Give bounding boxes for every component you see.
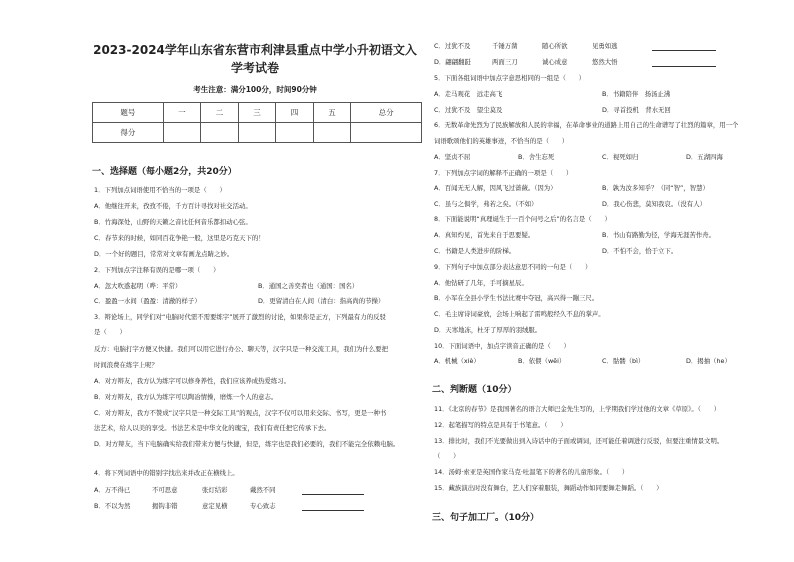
option-b[interactable]: B．舍生忘死 [518, 153, 555, 161]
judge-item[interactable]: （ ） [434, 452, 460, 460]
option-a[interactable]: A．走马观花 远走高飞 [434, 90, 503, 98]
option-c-word: 千锤万凿 [492, 42, 518, 50]
option-c[interactable]: C．过犹不及 望尘莫及 [434, 106, 503, 114]
exam-notice: 考生注意：满分100分，时间90分钟 [193, 85, 317, 94]
answer-blank[interactable] [302, 488, 364, 495]
option-b-word: 专心致志 [250, 502, 276, 510]
option-b[interactable]: B．书山有路勤为径，学海无涯苦作舟。 [602, 231, 716, 239]
score-cell: 总分 [351, 103, 422, 123]
option-a[interactable]: A．百闻无无人解，因风飞过蔷薇。（因为） [434, 184, 557, 192]
option-d[interactable]: D．更留清白在人间（清白：指高尚的节操） [258, 297, 385, 305]
option-b[interactable]: B．通国之善奕者也（通国：国名） [258, 282, 359, 290]
option-c[interactable]: C．对方辩友，我方不赞成“汉字只是一种交际工具”的观点，汉字不仅可以用来交际、书写，更是一种书 [94, 409, 387, 417]
question-line: 3．辩论场上，同学们对“电脑时代需不需要练字”展开了激烈的讨论，如果你是正方，下列最有力的反驳 [94, 313, 386, 321]
score-cell: 五 [313, 103, 351, 123]
question-line: 7．下列加点字词的解释不正确的一项是（ ） [434, 169, 573, 177]
option-d[interactable]: D．我心伤悲，莫知我哀。（没有人） [602, 200, 706, 208]
question-line: 5．下面各组词语中加点字意思相同的一组是（ ） [434, 74, 586, 82]
option-c[interactable]: C．毛主席诗词豪放，会场上响起了雷鸣般经久不息的掌声。 [434, 310, 605, 318]
option-c-word: C．过犹不及 [434, 42, 471, 50]
option-d[interactable]: D．五湖四海 [686, 153, 723, 161]
option-b[interactable]: B．小军在全县小学生书法比赛中夺冠，高兴得一蹦三尺。 [434, 294, 599, 302]
option-d[interactable]: D．不怕不会，恰于立下。 [602, 247, 678, 255]
option-d[interactable]: D．对方辩友，当下电脑确实给我们带来方便与快捷，但是，练字也是我们必要的，我们不能完全依赖电脑。 [94, 440, 400, 448]
judge-item: 11．《北京的春节》是我国著名的语言大师巴金先生写的，上学期我们学过他的文章《草原》。（ ） [434, 405, 721, 413]
question-line: 10．下面词语中，加点字读音正确的是（ ） [434, 342, 570, 350]
option-a-word: 戴然不同 [250, 486, 276, 494]
judge-item: 12．起笔描写的特点是具有于书笔意。（ ） [434, 421, 567, 429]
option-b[interactable]: B．孰为汝多知乎？（同“智”，智慧） [602, 184, 709, 192]
answer-blank[interactable] [652, 60, 716, 67]
option-b[interactable]: B．依偎（wěi） [518, 357, 566, 365]
question-line: D．一个好的题目，常常对文章有画龙点睛之妙。 [94, 250, 234, 258]
section-heading-choice: 一、选择题（每小题2分，共20分） [92, 167, 237, 177]
option-d-word: 诚心成意 [542, 58, 568, 66]
score-cell: 二 [201, 103, 239, 123]
question-line: 9．下列句子中加点部分表达意思不同的一句是（ ） [434, 263, 592, 271]
question-line: B．竹海深处，山野的天籁之音比任何音乐都扣动心弦。 [94, 218, 252, 226]
exam-title-line1: 2023-2024学年山东省东营市利津县重点中学小升初语文入 [93, 43, 417, 57]
option-a[interactable]: A．忽大吹惑起明（哗：平常） [94, 282, 182, 290]
option-a[interactable]: A．他钻研了几年，手可摘星辰。 [434, 279, 528, 287]
score-cell: 四 [276, 103, 314, 123]
score-cell[interactable] [238, 123, 276, 143]
option-c-word: 见勇如逃 [592, 42, 618, 50]
score-cell[interactable] [351, 123, 422, 143]
option-c[interactable]: C．书籍是人类进步的阶梯。 [434, 247, 516, 255]
option-b-word: 意定见横 [202, 502, 228, 510]
score-cell: 一 [163, 103, 201, 123]
option-c-word: 随心所欲 [542, 42, 568, 50]
score-cell: 题号 [93, 103, 164, 123]
score-cell: 三 [238, 103, 276, 123]
option-c[interactable]: C．骷髅（bì） [602, 357, 645, 365]
option-a[interactable]: A．机械（xiè） [434, 357, 480, 365]
question-line: 4．将下列词语中的错别字找出来并改正在横线上。 [94, 469, 239, 477]
section-heading-sentence: 三、句子加工厂。（10分） [432, 513, 540, 523]
answer-blank[interactable] [302, 504, 364, 511]
question-line: 法艺术，给人以美的享受。书法艺术是中华文化的瑰宝，我们有责任把它传承下去。 [94, 424, 331, 432]
question-line: C．春节来的时候，如同百花争艳一般，这里是巧克天下的！ [94, 234, 265, 242]
score-cell[interactable] [276, 123, 314, 143]
option-b-word: 揭钩非错 [152, 502, 178, 510]
score-cell[interactable] [201, 123, 239, 143]
question-line: 1．下列加点词语使用不恰当的一项是（ ） [94, 186, 226, 194]
question-line: 词语歌颂他们的英雄事迹，不恰当的是（ ） [434, 137, 569, 145]
option-c[interactable]: C．盈盈一水间（盈盈：清澈的样子） [94, 297, 201, 305]
option-a[interactable]: A．坚贞不屈 [434, 153, 471, 161]
option-b[interactable]: B．对方辩友，我方认为练字可以陶冶情操，磨炼一个人的意志。 [94, 393, 278, 401]
question-line: 时间浪费在练字上呢？ [94, 361, 158, 369]
option-d-word: 悠然大悟 [592, 58, 618, 66]
option-c[interactable]: C．虽与之俱学，弗若之矣。（不如） [434, 200, 538, 208]
question-line: 是（ ） [94, 328, 126, 336]
answer-blank[interactable] [652, 44, 716, 51]
judge-item: 15．藏族演出时没有舞台，艺人们穿着服装，舞蹈动作如同要舞走舞蹈。（ ） [434, 484, 663, 492]
question-line: 反方：电脑打字方便又快捷。我们可以用它进行办公、聊天等，汉字只是一种交流工具，我们为什么要把 [94, 345, 388, 353]
judge-item: 13．排比时，我们不光要做出到入诗话中的子面或调词，还可能任着调进行反驳，但要注重情景文明。 [434, 437, 724, 445]
option-a-word: 不可思意 [152, 486, 178, 494]
question-line: 2．下列加点字注释有误的是哪一项（ ） [94, 266, 220, 274]
judge-item: 14．汤姆·索亚是英国作家马克·吐温笔下的著名的儿童形象。（ ） [434, 468, 629, 476]
question-line: 6．无数革命先烈为了民族解放和人民的幸福，在革命事业的道路上用自己的生命谱写了壮烈的篇章，用一个 [434, 121, 739, 129]
option-a-word: A．万不得已 [94, 486, 131, 494]
score-cell: 得分 [93, 123, 164, 143]
option-d-word: D．翩翩翻跹 [434, 58, 471, 66]
score-cell[interactable] [313, 123, 351, 143]
score-cell[interactable] [163, 123, 201, 143]
option-a[interactable]: A．对方辩友，我方认为练字可以修身养性，我们应该养成热爱练习。 [94, 377, 291, 385]
option-c[interactable]: C．视死如归 [602, 153, 639, 161]
score-table-header-row [93, 103, 422, 123]
option-a[interactable]: A．真知灼见，首先来自于思要疑。 [434, 231, 535, 239]
score-table-score-row [93, 123, 422, 143]
option-b[interactable]: B．书籍陪伴 扬汤止沸 [602, 90, 671, 98]
option-d[interactable]: D．天寒地冻，杜牙了厚厚的羽绒服。 [434, 326, 542, 334]
score-table [92, 102, 422, 143]
option-a-word: 张灯结彩 [202, 486, 228, 494]
option-d[interactable]: D．寻首投机 背水无回 [602, 106, 671, 114]
option-d-word: 两面三刀 [492, 58, 518, 66]
question-line: 8．下面能说明“真理诞生于一百个问号之后”的名言是（ ） [434, 215, 611, 223]
section-heading-judge: 二、判断题（10分） [432, 385, 517, 395]
question-line: A．他继往开来，孜孜不倦，千方百计寻找对社交活动。 [94, 202, 252, 210]
option-d[interactable]: D．揭抽（he） [686, 357, 731, 365]
exam-title-line2: 学考试卷 [230, 61, 279, 75]
option-b-word: B．不以为然 [94, 502, 131, 510]
